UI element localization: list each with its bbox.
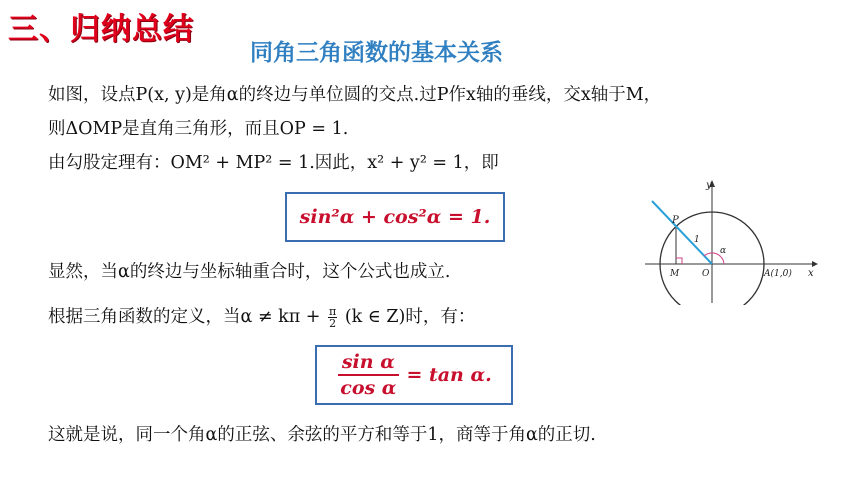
paragraph-line-6: 这就是说，同一个角α的正弦、余弦的平方和等于1，商等于角α的正切. [48,425,596,445]
label-alpha: α [720,246,727,256]
quotient-rhs: = tan α. [406,364,492,386]
pi-over-two-fraction [328,306,337,329]
paragraph-line-3: 由勾股定理有：OM² + MP² = 1.因此，x² + y² = 1，即 [48,153,499,173]
unit-circle-figure [640,175,820,305]
quotient-numerator: sin α [338,351,399,376]
fraction-denominator: 2 [329,317,337,330]
x-axis-arrow [812,261,818,267]
quotient-fraction [336,351,400,399]
paragraph-line-4: 显然，当α的终边与坐标轴重合时，这个公式也成立. [48,262,451,282]
pythagorean-identity: sin²α + cos²α = 1. [299,206,491,228]
label-a: A(1,0) [764,269,792,279]
line5-pre: 根据三角函数的定义，当α ≠ kπ + [48,307,321,327]
right-angle-mark [676,258,682,264]
label-one: 1 [694,235,700,245]
label-y: y [706,180,712,191]
label-o: O [702,269,710,279]
quotient-box [315,345,513,405]
page-title: 同角三角函数的基本关系 [250,40,503,66]
paragraph-line-1: 如图，设点P(x, y)是角α的终边与单位圆的交点.过P作x轴的垂线，交x轴于M， [48,85,662,105]
quotient-denominator: cos α [340,377,397,399]
label-m: M [670,269,680,279]
label-x: x [808,268,814,279]
section-title: 三、归纳总结 [8,12,194,47]
label-p: P [672,215,679,226]
fraction-numerator: π [329,305,337,318]
identity-box [285,192,505,242]
paragraph-line-5 [48,306,475,329]
paragraph-line-2: 则ΔOMP是直角三角形，而且OP = 1. [48,119,349,139]
line5-post: (k ∈ Z)时，有： [344,307,476,327]
